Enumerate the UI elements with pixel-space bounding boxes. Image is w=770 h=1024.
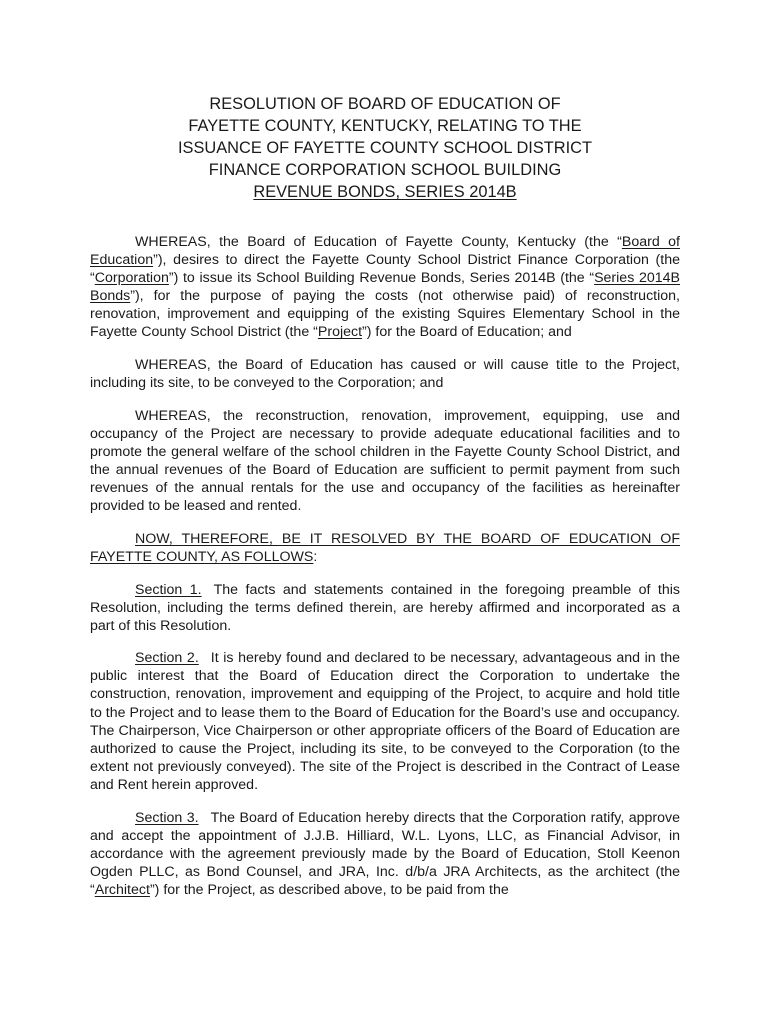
title-line-4: FINANCE CORPORATION SCHOOL BUILDING — [208, 161, 562, 179]
whereas-paragraph-3: WHEREAS, the reconstruction, renovation, improvement, equipping, use and occupancy of the Project are necessary to provide adequate educational facilities and to promote the general welfare of the school children in the Fayette County School District, and the annual revenues of the Board of Education are sufficient to permit payment from such revenues of the annual rentals for the use and occupancy of the facilities as hereinafter provided to be leased and rented. — [90, 407, 680, 515]
section-1-paragraph — [90, 581, 680, 635]
defined-term-corporation: Corporation — [94, 270, 169, 287]
resolved-heading-text: NOW, THEREFORE, BE IT RESOLVED BY THE BOARD OF EDUCATION OF FAYETTE COUNTY, AS FOLLOWS — [90, 530, 680, 565]
title-line-2: FAYETTE COUNTY, KENTUCKY, RELATING TO THE — [188, 117, 582, 135]
section-3-label: Section 3. — [135, 809, 199, 826]
whereas1-text-5: ”) for the Board of Education; and — [362, 324, 572, 341]
defined-term-architect: Architect — [94, 881, 150, 898]
resolution-title — [90, 93, 680, 203]
whereas1-text-3: ”) to issue its School Building Revenue Bonds, Series 2014B (the “ — [168, 270, 595, 287]
resolved-heading — [90, 530, 680, 566]
section-2-label: Section 2. — [135, 650, 199, 667]
whereas1-text-4: ”), for the purpose of paying the costs (not otherwise paid) of reconstruction, renovation, improvement and equipping of the existing Squires Elementary School in the Fayette County School District (the “ — [90, 288, 680, 341]
defined-term-project: Project — [317, 324, 363, 341]
resolved-heading-colon: : — [313, 548, 318, 565]
title-line-1: RESOLUTION OF BOARD OF EDUCATION OF — [209, 95, 561, 113]
whereas1-text-1: WHEREAS, the Board of Education of Fayette County, Kentucky (the “ — [135, 234, 622, 250]
defined-term-board: Board of Education — [90, 234, 680, 269]
title-line-5: REVENUE BONDS, SERIES 2014B — [253, 183, 517, 201]
defined-term-bonds: Series 2014B Bonds — [90, 270, 680, 305]
section-3-text-1: The Board of Education hereby directs that the Corporation ratify, approve and accept the appointment of J.J.B. Hilliard, W.L. Lyons, LLC, as Financial Advisor, in accordance with the agreement previously made by the Board of Education, Stoll Keenon Ogden PLLC, as Bond Counsel, and JRA, Inc. d/b/a JRA Architects, as the architect (the “ — [90, 809, 680, 898]
section-3-paragraph — [90, 809, 680, 899]
section-1-text: The facts and statements contained in the foregoing preamble of this Resolution, including the terms defined therein, are hereby affirmed and incorporated as a part of this Resolution. — [90, 581, 680, 634]
section-3-text-2: ”) for the Project, as described above, to be paid from the — [149, 881, 509, 898]
resolution-body — [90, 233, 680, 914]
section-2-text: It is hereby found and declared to be necessary, advantageous and in the public interest that the Board of Education direct the Corporation to undertake the construction, renovation, improvement and equipping of the Project, to acquire and hold title to the Project and to lease them to the Board of Education for the Board’s use and occupancy. The Chairperson, Vice Chairperson or other appropriate officers of the Board of Education are authorized to cause the Project, including its site, to be conveyed to the Corporation (to the extent not previously conveyed). The site of the Project is described in the Contract of Lease and Rent herein approved. — [90, 650, 680, 793]
whereas-paragraph-2: WHEREAS, the Board of Education has caused or will cause title to the Project, including its site, to be conveyed to the Corporation; and — [90, 357, 680, 392]
whereas1-text-2: ”), desires to direct the Fayette County School District Finance Corporation (the “ — [90, 252, 680, 287]
title-line-3: ISSUANCE OF FAYETTE COUNTY SCHOOL DISTRICT — [177, 139, 593, 157]
section-1-label: Section 1. — [135, 581, 202, 598]
section-2-paragraph — [90, 649, 680, 794]
whereas-paragraph-1 — [90, 233, 680, 342]
